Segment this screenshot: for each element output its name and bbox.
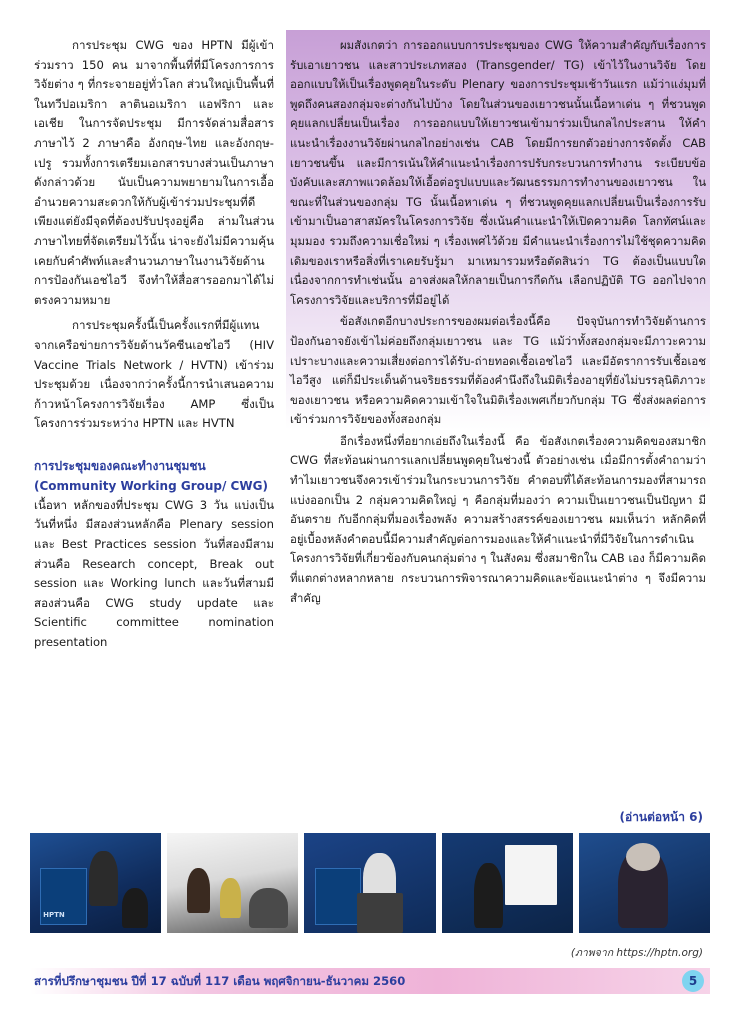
left-paragraph-2: การประชุมครั้งนี้เป็นครั้งแรกที่มีผู้แทนจากเครือข่ายการวิจัยด้านวัคซีนเอชไอวี (HIV Vaccine Trials Network / HVTN) เข้าร่วมประชุมด้วย เนื่องจากว่าครั้งนี้การนำเสนอความก้าวหน้าโครงการวิจัยเรื่อง AMP ซึ่งเป็นโครงการร่วมระหว่าง HPTN และ HVTN [34, 318, 274, 431]
photo-credit: (ภาพจาก https://hptn.org) [570, 947, 703, 959]
page-number-badge: 5 [682, 970, 704, 992]
person-figure [122, 888, 148, 928]
photo-audience [167, 833, 298, 933]
section-heading-english: (Community Working Group/ CWG) [34, 478, 268, 493]
photo-speaker-podium [30, 833, 161, 933]
person-figure [220, 878, 241, 918]
speaker-hair [626, 843, 660, 871]
right-column [290, 36, 706, 608]
photo-flipchart [442, 833, 573, 933]
left-paragraph-1: การประชุม CWG ของ HPTN มีผู้เข้าร่วมราว 150 คน มาจากพื้นที่ที่มีโครงการการวิจัยต่าง ๆ ที่กระจายอยู่ทั่วโลก ส่วนใหญ่เป็นพื้นที่ในทวีปอเมริกา ลาตินอเมริกา แอฟริกา และเอเชีย ในการจัดประชุม มีการจัดล่ามสื่อสารภาษาไว้ 2 ภาษาคือ อังกฤษ-ไทย และอังกฤษ-เปรู รวมทั้งการเตรียมเอกสารบางส่วนเป็นภาษาดังกล่าวด้วย นับเป็นความพยายามในการเอื้ออำนวยความสะดวกให้กับผู้เข้าร่วมประชุมที่ดี เพียงแต่ยังมีจุดที่ต้องปรับปรุงอยู่คือ ล่ามในส่วนภาษาไทยที่จัดเตรียมไว้นั้น น่าจะยังไม่มีความคุ้นเคยกับคำศัพท์และสำนวนภาษาในงานวิจัยด้านการป้องกันเอชไอวี จึงทำให้สื่อสารออกมาได้ไม่ตรงความหมาย [34, 38, 274, 307]
photo-woman-speaker [579, 833, 710, 933]
right-paragraph-2: ข้อสังเกตอีกบางประการของผมต่อเรื่องนี้คือ ปัจจุบันการทำวิจัยด้านการป้องกันอาจยังเข้าไม่ค่อยถึงกลุ่มเยาวชน และ TG แม้ว่าทั้งสองกลุ่มจะมีภาวะความเปราะบางและความเสี่ยงต่อการได้รับ-ถ่ายทอดเชื้อเอชไอวี และมีอัตราการรับเชื้อเอชไอวีสูง แต่ก็มีประเด็นด้านจริยธรรมที่ต้องคำนึงถึงในมิติเรื่องอายุที่ยังไม่บรรลุนิติภาวะของเยาวชน หรือความคิดความเข้าใจในมิติเรื่องเพศเกี่ยวกับกลุ่ม TG ซึ่งส่งผลต่อการเข้าร่วมการวิจัยของทั้งสองกลุ่ม [290, 314, 706, 427]
photo-presenter [304, 833, 435, 933]
section-heading-thai: การประชุมของคณะทำงานชุมชน [34, 458, 206, 473]
person-figure [89, 851, 118, 906]
person-figure [187, 868, 211, 913]
photo-strip [30, 833, 710, 933]
person-figure [249, 888, 288, 928]
continued-note: (อ่านต่อหน้า 6) [619, 810, 703, 824]
logo-name: HPTN [43, 911, 65, 919]
hptn-banner [315, 868, 362, 925]
person-figure [474, 863, 503, 928]
right-paragraph-3: อีกเรื่องหนึ่งที่อยากเอ่ยถึงในเรื่องนี้ คือ ข้อสังเกตเรื่องความคิดของสมาชิก CWG ที่สะท้อนผ่านการแลกเปลี่ยนพูดคุยในช่วงนี้ ตัวอย่างเช่น เมื่อมีการตั้งคำถามว่า ทำไมเยาวชนจึงควรเข้าร่วมในกระบวนการวิจัย คำตอบที่ได้สะท้อนการมองที่สามารถแบ่งออกเป็น 2 กลุ่มความคิดใหญ่ ๆ คือกลุ่มที่มองว่า ความเป็นเยาวชนเป็นปัญหา มีอันตราย กับอีกกลุ่มที่มองเรื่องพลัง ความสร้างสรรค์ของเยาวชน ผมเห็นว่า หลักคิดที่อยู่เบื้องหลังคำตอบนี้มีความสำคัญต่อการมองและให้คำแนะนำที่มีวิจัยในการดำเนินโครงการวิจัยที่เกี่ยวข้องกับคนกลุ่มต่าง ๆ ในสังคม ซึ่งสมาชิกใน CAB เอง ก็มีความคิดที่แตกต่างหลากหลาย กระบวนการพิจารณาความคิดและข้อแนะนำต่าง ๆ จึงมีความสำคัญ [290, 433, 706, 605]
flipchart [505, 845, 557, 905]
hptn-logo-text [43, 911, 65, 919]
footer-publication: สารที่ปรึกษาชุมชน ปีที่ 17 ฉบับที่ 117 เดือน พฤศจิกายน-ธันวาคม 2560 [34, 974, 406, 988]
section-body: เนื้อหา หลักของที่ประชุม CWG 3 วัน แบ่งเป็นวันที่หนึ่ง มีสองส่วนหลักคือ Plenary session และ Best Practices session วันที่สองมีสามส่วนคือ Research concept, Break out session และ Working lunch และวันที่สามมีสองส่วนคือ CWG study update และ Scientific committee nomination presentation [34, 497, 274, 650]
left-column [34, 36, 274, 653]
right-paragraph-1: ผมสังเกตว่า การออกแบบการประชุมของ CWG ให้ความสำคัญกับเรื่องการรับเอาเยาวชน และสาวประเภทสอง (Transgender/ TG) เข้าไว้ในงานวิจัย โดยออกแบบให้เป็นเรื่องพูดคุยในระดับ Plenary ของการประชุมเช้าวันแรก แม้ว่าแง่มุมที่พูดถึงคนสองกลุ่มจะต่างกันไปบ้าง โดยในส่วนของเยาวชนนั้นเนื้อหาเด่น ๆ ที่ชวนพูดคุยแลกเปลี่ยนเป็นเรื่อง การออกแบบให้เยาวชนเข้ามาร่วมเป็นกลไกประสาน ให้คำแนะนำเรื่องงานวิจัยผ่านกลไกอย่างเช่น CAB โดยมีการยกตัวอย่างการจัดตั้ง CAB เยาวชนขึ้น และมีการเน้นให้คำแนะนำเรื่องการปรับกระบวนการทำงาน ระเบียบข้อบังคับและสภาพแวดล้อมให้เอื้อต่อรูปแบบและวัฒนธรรมการทำงานของเยาวชน ในขณะที่ในส่วนของกลุ่ม TG นั้นเนื้อหาเด่น ๆ ที่ชวนพูดคุยแลกเปลี่ยนเป็นเรื่องการรับเข้ามาเป็นอาสาสมัครในโครงการวิจัย ซึ่งเน้นคำแนะนำให้เปิดความคิด โลกทัศน์และมุมมอง รวมถึงความเชื่อใหม่ ๆ เรื่องเพศไว้ด้วย มีคำแนะนำเรื่องการไม่ใช้ชุดความคิดเดิมของเราหรือสิ่งที่เราเคยรับรู้มา มาเหมารวมหรือตัดสินว่า TG ต้องเป็นแบบใด เนื่องจากการทำเช่นนั้น อาจส่งผลให้กลายเป็นการกีดกัน เลือกปฏิบัติ TG ออกไปจากโครงการวิจัยและบริการที่มีอยู่ได้ [290, 38, 706, 307]
section-heading [34, 456, 274, 496]
lectern [357, 893, 403, 933]
